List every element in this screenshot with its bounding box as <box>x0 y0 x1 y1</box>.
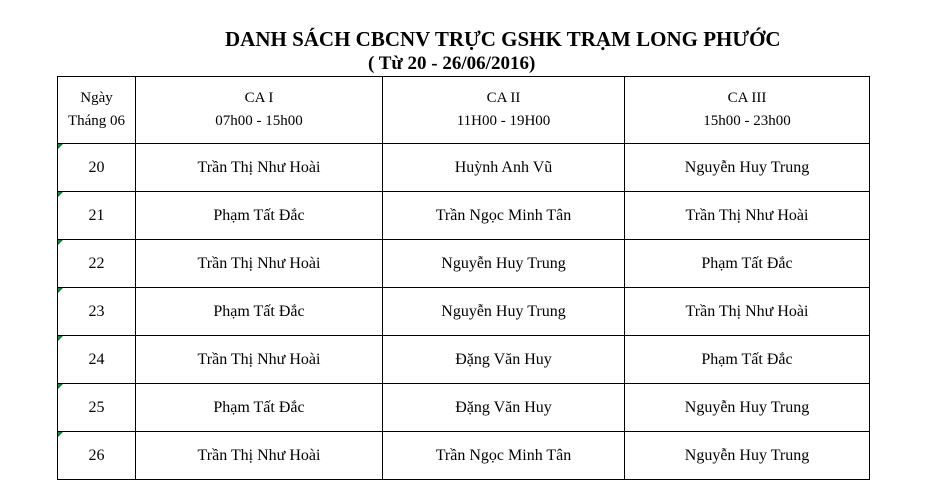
table-row <box>58 192 870 240</box>
duty-roster-table <box>57 76 870 480</box>
shift-2-cell: Nguyễn Huy Trung <box>383 240 625 288</box>
day-cell: 22 <box>58 240 136 288</box>
day-cell: 21 <box>58 192 136 240</box>
day-cell: 25 <box>58 384 136 432</box>
shift-2-cell: Trần Ngọc Minh Tân <box>383 432 625 480</box>
table-row <box>58 288 870 336</box>
header-shift-2-hours: 11H00 - 19H00 <box>456 113 551 129</box>
header-shift-1 <box>136 77 383 144</box>
shift-1-cell: Phạm Tất Đắc <box>136 288 383 336</box>
table-row <box>58 240 870 288</box>
header-day-label: Ngày <box>80 90 113 106</box>
shift-2-cell: Đặng Văn Huy <box>383 384 625 432</box>
shift-3-cell: Nguyễn Huy Trung <box>625 384 870 432</box>
day-cell: 23 <box>58 288 136 336</box>
shift-1-cell: Phạm Tất Đắc <box>136 192 383 240</box>
header-shift-3-name: CA III <box>727 90 767 106</box>
header-shift-3 <box>625 77 870 144</box>
shift-3-cell: Trần Thị Như Hoài <box>625 288 870 336</box>
shift-2-cell: Huỳnh Anh Vũ <box>383 144 625 192</box>
shift-1-cell: Phạm Tất Đắc <box>136 384 383 432</box>
shift-3-cell: Phạm Tất Đắc <box>625 240 870 288</box>
shift-3-cell: Phạm Tất Đắc <box>625 336 870 384</box>
table-header <box>58 77 870 144</box>
header-day <box>58 77 136 144</box>
header-shift-1-name: CA I <box>244 90 274 106</box>
day-cell: 20 <box>58 144 136 192</box>
shift-2-cell: Nguyễn Huy Trung <box>383 288 625 336</box>
header-shift-2-name: CA II <box>486 90 521 106</box>
shift-1-cell: Trần Thị Như Hoài <box>136 240 383 288</box>
day-cell: 24 <box>58 336 136 384</box>
shift-1-cell: Trần Thị Như Hoài <box>136 336 383 384</box>
shift-2-cell: Trần Ngọc Minh Tân <box>383 192 625 240</box>
table-row <box>58 432 870 480</box>
shift-3-cell: Nguyễn Huy Trung <box>625 144 870 192</box>
table-row <box>58 336 870 384</box>
shift-3-cell: Trần Thị Như Hoài <box>625 192 870 240</box>
table-row <box>58 384 870 432</box>
shift-2-cell: Đặng Văn Huy <box>383 336 625 384</box>
document-subtitle: ( Từ 20 - 26/06/2016) <box>368 53 536 74</box>
header-shift-1-hours: 07h00 - 15h00 <box>215 113 303 129</box>
day-cell: 26 <box>58 432 136 480</box>
shift-1-cell: Trần Thị Như Hoài <box>136 432 383 480</box>
shift-3-cell: Nguyễn Huy Trung <box>625 432 870 480</box>
document-title: DANH SÁCH CBCNV TRỰC GSHK TRẠM LONG PHƯỚC <box>225 27 781 51</box>
header-row <box>58 77 870 144</box>
shift-1-cell: Trần Thị Như Hoài <box>136 144 383 192</box>
table-row <box>58 144 870 192</box>
header-shift-3-hours: 15h00 - 23h00 <box>703 113 791 129</box>
header-shift-2 <box>383 77 625 144</box>
header-month-label: Tháng 06 <box>67 113 126 129</box>
table-body <box>58 144 870 480</box>
